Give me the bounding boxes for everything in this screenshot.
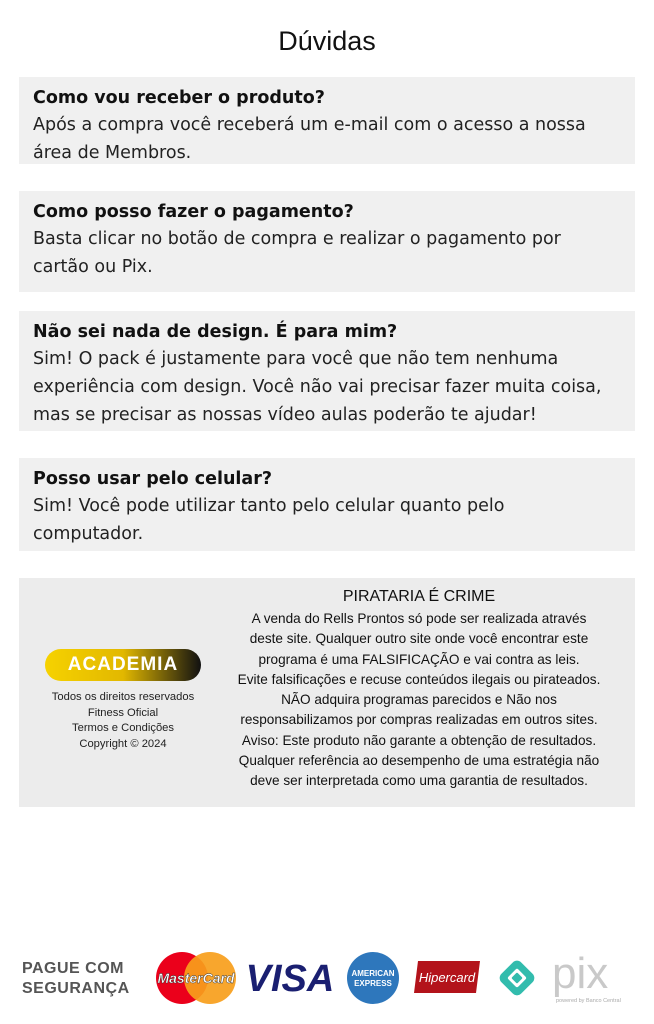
faq-question: Posso usar pelo celular?: [33, 469, 273, 489]
copyright: Copyright © 2024: [79, 737, 167, 750]
faq-item: [19, 458, 635, 551]
svg-text:pix: pix: [552, 950, 609, 998]
svg-text:MasterCard: MasterCard: [157, 970, 235, 986]
svg-text:Hipercard: Hipercard: [418, 970, 476, 985]
page-title: Dúvidas: [278, 26, 376, 56]
faq-answer-line: Sim! O pack é justamente para você que não tem nenhuma: [33, 349, 559, 369]
faq-item: [19, 191, 635, 292]
amex-logo: [346, 951, 400, 1005]
piracy-line: A venda do Rells Prontos só pode ser realizada através: [251, 611, 587, 626]
faq-question: Como vou receber o produto?: [33, 88, 325, 108]
piracy-title: PIRATARIA É CRIME: [342, 588, 496, 605]
faq-question: Como posso fazer o pagamento?: [33, 202, 354, 222]
faq-answer-line: Após a compra você receberá um e-mail com o acesso a nossa: [33, 115, 586, 135]
rights-line: Fitness Oficial: [87, 706, 159, 719]
faq-answer-line: cartão ou Pix.: [33, 257, 153, 277]
svg-text:EXPRESS: EXPRESS: [354, 979, 392, 988]
faq-answer-line: experiência com design. Você não vai precisar fazer muita coisa,: [33, 377, 602, 397]
pix-logo: [548, 950, 636, 1006]
faq-question: Não sei nada de design. É para mim?: [33, 322, 398, 342]
faq-answer-line: mas se precisar as nossas vídeo aulas poderão te ajudar!: [33, 405, 537, 425]
piracy-line: deste site. Qualquer outro site onde você encontrar este: [249, 631, 589, 647]
brand-logo[interactable]: [45, 649, 201, 681]
secure-payment-label: PAGUE COM SEGURANÇA: [22, 960, 130, 997]
mastercard-logo: [153, 950, 239, 1006]
piracy-line: programa é uma FALSIFICAÇÃO e vai contra as leis.: [258, 651, 580, 667]
faq-item: [19, 77, 635, 164]
pix-icon: [493, 954, 541, 1002]
terms-link[interactable]: Termos e Condições: [72, 722, 174, 734]
svg-text:powered by Banco Central: powered by Banco Central: [556, 998, 621, 1004]
svg-text:AMERICAN: AMERICAN: [351, 969, 395, 978]
piracy-line: responsabilizamos por compras realizadas em outros sites.: [240, 712, 598, 728]
brand-name: ACADEMIA: [67, 654, 179, 675]
footer: [19, 578, 635, 807]
faq-answer-line: computador.: [33, 524, 144, 544]
faq-item: [19, 311, 635, 431]
faq-answer-line: Basta clicar no botão de compra e realizar o pagamento por: [33, 229, 561, 249]
rights-line: Todos os direitos reservados: [51, 691, 195, 703]
payment-methods: [0, 944, 654, 1010]
piracy-line: NÃO adquira programas parecidos e Não nos: [281, 692, 557, 708]
piracy-notice: [215, 586, 623, 792]
piracy-line: Evite falsificações e recuse conteúdos ilegais ou pirateados.: [237, 671, 601, 687]
svg-text:VISA: VISA: [245, 958, 335, 998]
faq-answer-line: área de Membros.: [33, 143, 192, 163]
piracy-line: Qualquer referência ao desempenho de uma estratégia não: [238, 753, 600, 769]
visa-logo: [239, 956, 341, 998]
piracy-line: Aviso: Este produto não garante a obtenção de resultados.: [241, 732, 597, 748]
hipercard-logo: [412, 959, 482, 995]
rights-block: [39, 690, 207, 752]
faq-answer-line: Sim! Você pode utilizar tanto pelo celular quanto pelo: [33, 496, 505, 516]
piracy-line: deve ser interpretada como uma garantia de resultados.: [250, 773, 588, 789]
